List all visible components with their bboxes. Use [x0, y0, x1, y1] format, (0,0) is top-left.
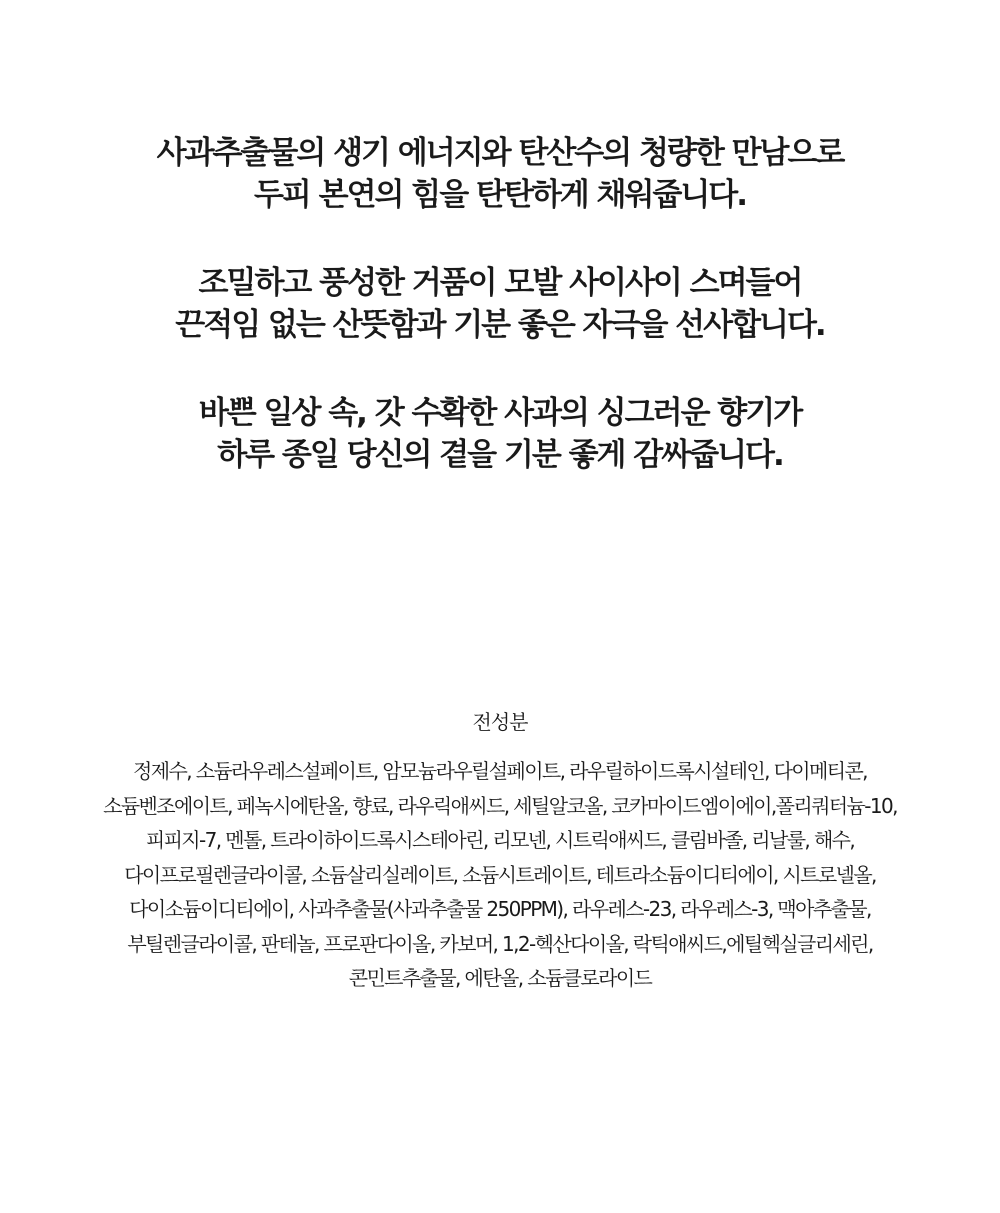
ingredients-line: 콘민트추출물, 에탄올, 소듐클로라이드 [348, 966, 652, 990]
description-line: 끈적임 없는 산뜻함과 기분 좋은 자극을 선사합니다. [175, 307, 825, 343]
description-line: 바쁜 일상 속, 갓 수확한 사과의 싱그러운 향기가 [198, 395, 802, 431]
description-paragraph-2 [0, 262, 1000, 346]
ingredients-section [0, 706, 1000, 996]
description-line: 사과추출물의 생기 에너지와 탄산수의 청량한 만남으로 [156, 135, 844, 171]
ingredients-line: 부틸렌글라이콜, 판테놀, 프로판다이올, 카보머, 1,2-헥산다이올, 락틱애씨드,에틸헥실글리세린, [127, 931, 873, 956]
ingredients-title: 전성분 [472, 710, 528, 734]
description-paragraph-1 [0, 132, 1000, 216]
ingredients-line: 피피지-7, 멘톨, 트라이하이드록시스테아린, 리모넨, 시트릭애씨드, 클림바졸, 리날룰, 해수, [145, 828, 855, 852]
ingredients-line: 정제수, 소듐라우레스설페이트, 암모늄라우릴설페이트, 라우릴하이드록시설테인, 다이메티콘, [133, 759, 867, 783]
ingredients-line: 다이소듐이디티에이, 사과추출물(사과추출물 250PPM), 라우레스-23, 라우레스-3, 맥아추출물, [129, 897, 871, 921]
ingredients-line: 다이프로필렌글라이콜, 소듐살리실레이트, 소듐시트레이트, 테트라소듐이디티에이, 시트로넬올, [124, 862, 876, 887]
description-line: 하루 종일 당신의 곁을 기분 좋게 감싸줍니다. [217, 437, 783, 473]
ingredients-line: 소듐벤조에이트, 페녹시에탄올, 향료, 라우릭애씨드, 세틸알코올, 코카마이드엠이에이,폴리쿼터늄-10, [103, 793, 897, 818]
product-description [0, 132, 1000, 522]
description-line: 조밀하고 풍성한 거품이 모발 사이사이 스며들어 [198, 265, 802, 301]
description-line: 두피 본연의 힘을 탄탄하게 채워줍니다. [253, 177, 747, 213]
description-paragraph-3 [0, 392, 1000, 476]
